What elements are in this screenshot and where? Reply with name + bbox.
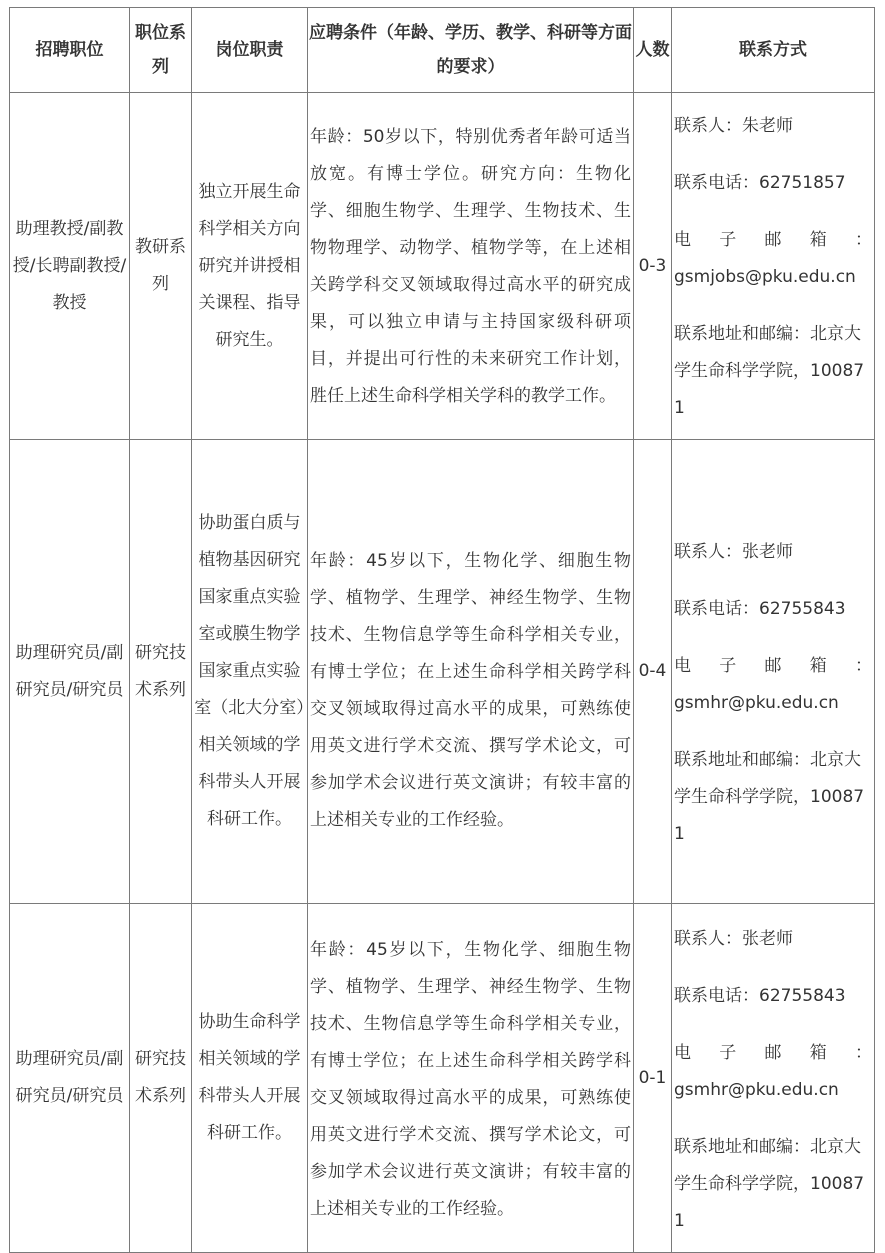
series-cell: 教研系列 [130, 93, 192, 440]
contact-cell [672, 440, 875, 904]
position-cell: 助理研究员/副研究员/研究员 [10, 440, 130, 904]
contact-email-link[interactable]: gsmhr@pku.edu.cn [674, 692, 839, 713]
duty-cell: 独立开展生命科学相关方向研究并讲授相关课程、指导研究生。 [192, 93, 308, 440]
header-duty: 岗位职责 [192, 8, 308, 93]
contact-phone: 联系电话：62755843 [674, 598, 846, 619]
header-position: 招聘职位 [10, 8, 130, 93]
contact-cell [672, 93, 875, 440]
recruitment-table [9, 7, 875, 1253]
header-count: 人数 [634, 8, 672, 93]
count-cell: 0-3 [634, 93, 672, 440]
contact-email-link[interactable]: gsmjobs@pku.edu.cn [674, 266, 856, 287]
position-cell: 助理研究员/副研究员/研究员 [10, 904, 130, 1253]
conditions-cell: 年龄：45岁以下，生物化学、细胞生物学、植物学、生理学、神经生物学、生物技术、生物信息学等生命科学相关专业，有博士学位；在上述生命科学相关跨学科交叉领域取得过高水平的成果，可熟练使用英文进行学术交流、撰写学术论文，可参加学术会议进行英文演讲；有较丰富的上述相关专业的工作经验。 [308, 440, 634, 904]
contact-address: 联系地址和邮编：北京大学生命科学学院，100871 [674, 1136, 865, 1231]
contact-email-block [674, 648, 872, 722]
contact-email-block [674, 1035, 872, 1109]
contact-phone: 联系电话：62751857 [674, 172, 846, 193]
contact-email-link[interactable]: gsmhr@pku.edu.cn [674, 1079, 839, 1100]
contact-email-label: 电 子 邮 箱 ： [674, 655, 872, 676]
header-series: 职位系列 [130, 8, 192, 93]
series-cell: 研究技术系列 [130, 440, 192, 904]
contact-person: 联系人：张老师 [674, 928, 793, 949]
contact-email-label: 电 子 邮 箱 ： [674, 229, 872, 250]
contact-person: 联系人：朱老师 [674, 115, 793, 136]
contact-email-label: 电 子 邮 箱 ： [674, 1042, 872, 1063]
series-cell: 研究技术系列 [130, 904, 192, 1253]
table-row [10, 904, 875, 1253]
header-row [10, 8, 875, 93]
table-row [10, 93, 875, 440]
contact-cell [672, 904, 875, 1253]
header-contact: 联系方式 [672, 8, 875, 93]
contact-email-block [674, 222, 872, 296]
header-conditions: 应聘条件（年龄、学历、教学、科研等方面的要求） [308, 8, 634, 93]
contact-phone: 联系电话：62755843 [674, 985, 846, 1006]
duty-cell: 协助生命科学相关领域的学科带头人开展科研工作。 [192, 904, 308, 1253]
contact-address: 联系地址和邮编：北京大学生命科学学院，100871 [674, 323, 865, 418]
count-cell: 0-4 [634, 440, 672, 904]
position-cell: 助理教授/副教授/长聘副教授/教授 [10, 93, 130, 440]
contact-person: 联系人：张老师 [674, 541, 793, 562]
duty-cell: 协助蛋白质与植物基因研究国家重点实验室或膜生物学国家重点实验室（北大分室）相关领域的学科带头人开展科研工作。 [192, 440, 308, 904]
count-cell: 0-1 [634, 904, 672, 1253]
conditions-cell: 年龄：45岁以下，生物化学、细胞生物学、植物学、生理学、神经生物学、生物技术、生物信息学等生命科学相关专业，有博士学位；在上述生命科学相关跨学科交叉领域取得过高水平的成果，可熟练使用英文进行学术交流、撰写学术论文，可参加学术会议进行英文演讲；有较丰富的上述相关专业的工作经验。 [308, 904, 634, 1253]
table-row [10, 440, 875, 904]
contact-address: 联系地址和邮编：北京大学生命科学学院，100871 [674, 749, 865, 844]
conditions-cell: 年龄：50岁以下，特别优秀者年龄可适当放宽。有博士学位。研究方向：生物化学、细胞生物学、生理学、生物技术、生物物理学、动物学、植物学等，在上述相关跨学科交叉领域取得过高水平的研究成果，可以独立申请与主持国家级科研项目，并提出可行性的未来研究工作计划，胜任上述生命科学相关学科的教学工作。 [308, 93, 634, 440]
